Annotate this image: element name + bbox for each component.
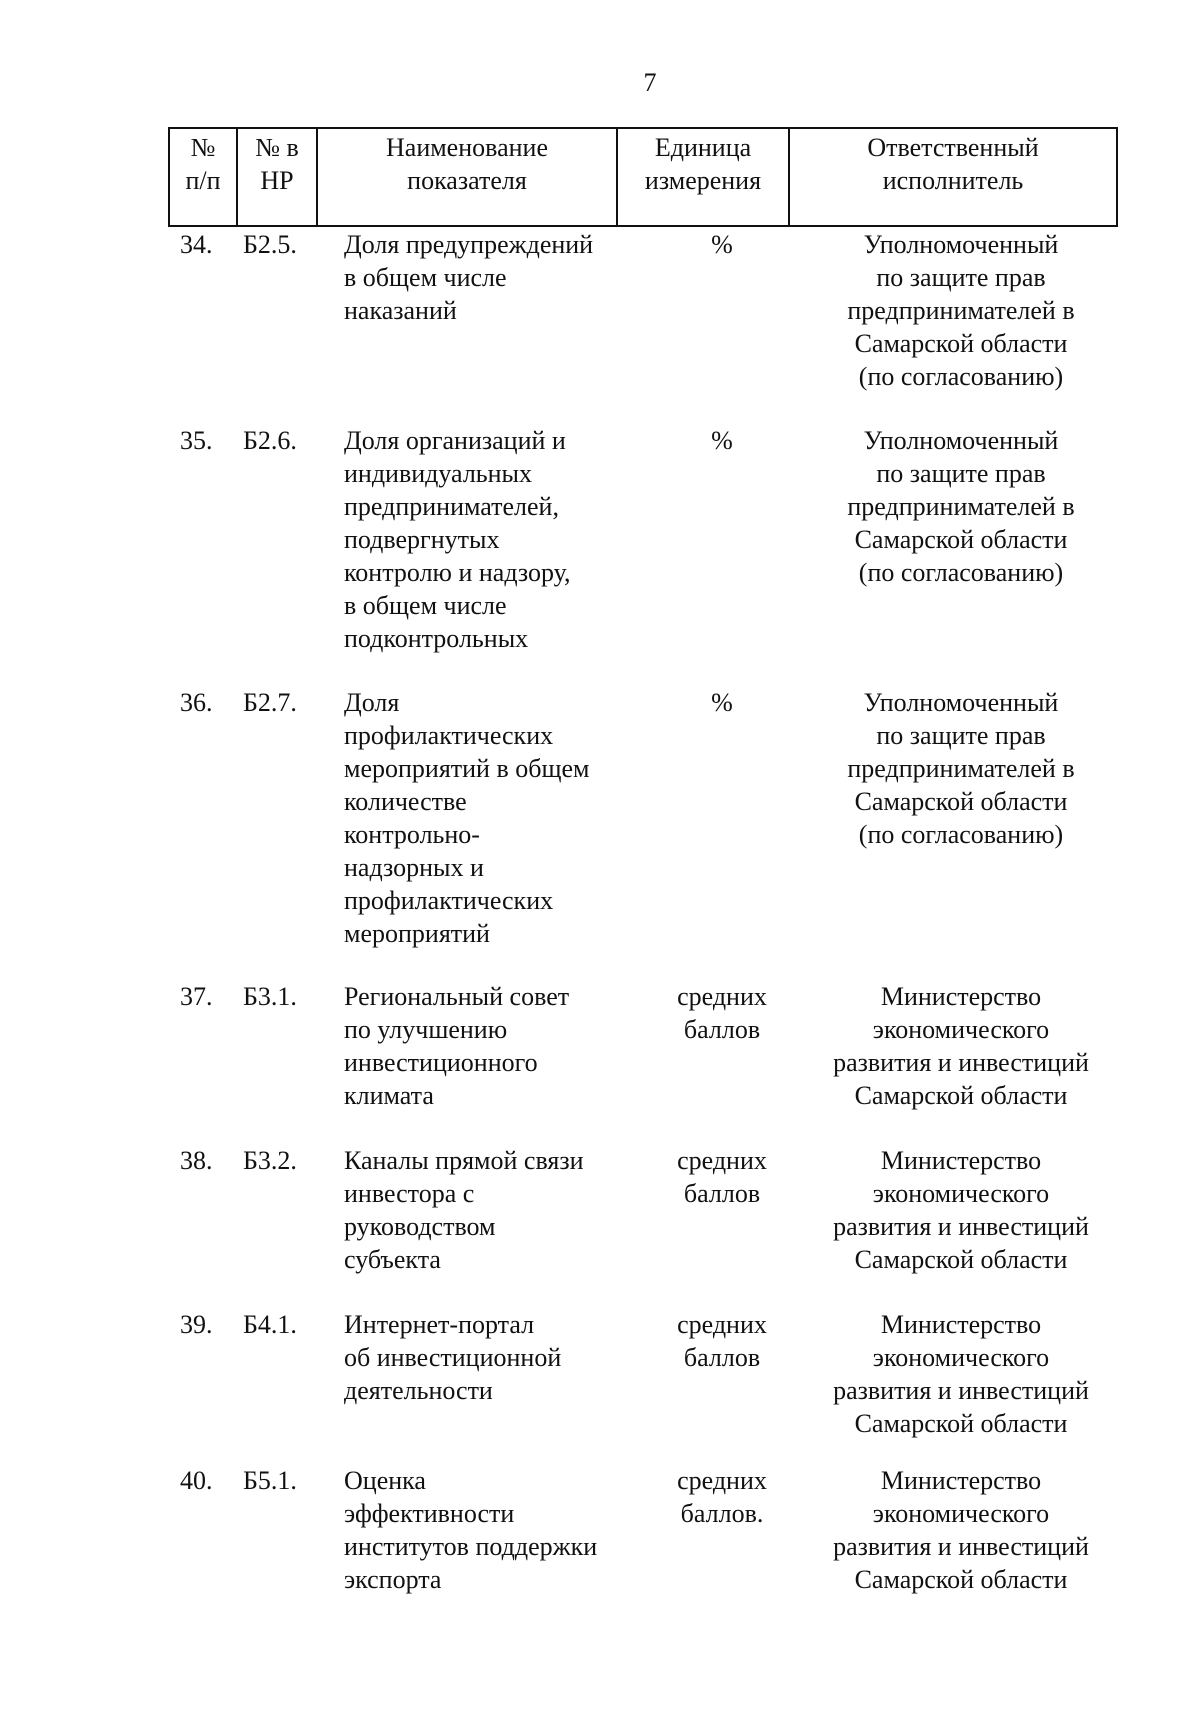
row-responsible-line: Уполномоченный [863, 688, 1059, 717]
row-number: 35. [180, 426, 213, 455]
row-code: Б4.1. [243, 1310, 297, 1339]
row-responsible [798, 228, 1124, 393]
row-unit-line: баллов [683, 1015, 761, 1044]
row-responsible-line: Министерство [880, 1466, 1042, 1495]
header-name-line-2: показателя [407, 166, 527, 195]
row-code: Б2.6. [243, 426, 297, 455]
row-responsible-line: предпринимателей в [847, 296, 1075, 325]
row-indicator-name-line: индивидуальных [344, 459, 533, 488]
row-indicator-name-line: профилактических [344, 886, 554, 915]
row-responsible-line: экономического [872, 1015, 1050, 1044]
table-header [168, 127, 1118, 227]
row-responsible-line: предпринимателей в [847, 492, 1075, 521]
header-number [170, 129, 238, 225]
row-unit-line: баллов [683, 1343, 761, 1372]
row-indicator-name-line: инвестора с [344, 1179, 475, 1208]
row-responsible-line: предпринимателей в [847, 754, 1075, 783]
row-indicator-name-line: Региональный совет [344, 982, 570, 1011]
row-indicator-name-line: экспорта [344, 1565, 442, 1594]
row-indicator-name-line: институтов поддержки [344, 1532, 598, 1561]
row-unit-line: средних [677, 982, 767, 1011]
row-number: 38. [180, 1146, 213, 1175]
row-indicator-name-line: мероприятий [344, 919, 490, 948]
row-responsible-line: Самарской области [854, 329, 1068, 358]
row-code: Б5.1. [243, 1466, 297, 1495]
row-unit-line: баллов. [680, 1499, 764, 1528]
row-indicator-name-line: наказаний [344, 296, 457, 325]
row-unit [636, 228, 808, 261]
row-indicator-name-line: надзорных и [344, 853, 484, 882]
row-responsible-line: Самарской области [854, 787, 1068, 816]
row-indicator-name [344, 228, 634, 327]
row-unit-line: % [711, 426, 733, 455]
row-responsible [798, 686, 1124, 851]
row-indicator-name-line: инвестиционного [344, 1048, 538, 1077]
row-indicator-name-line: подконтрольных [344, 624, 529, 653]
row-responsible-line: (по согласованию) [858, 558, 1064, 587]
row-responsible [798, 980, 1124, 1112]
row-unit [636, 980, 808, 1046]
row-responsible-line: развития и инвестиций [833, 1532, 1089, 1561]
header-number-line-2: п/п [185, 166, 221, 195]
row-code: Б3.2. [243, 1146, 297, 1175]
row-responsible [798, 424, 1124, 589]
row-responsible-line: Самарской области [854, 1565, 1068, 1594]
row-number: 36. [180, 688, 213, 717]
row-number: 37. [180, 982, 213, 1011]
row-indicator-name-line: подвергнутых [344, 525, 500, 554]
row-indicator-name-line: контрольно- [344, 820, 480, 849]
row-indicator-name-line: руководством [344, 1212, 496, 1241]
row-indicator-name [344, 686, 634, 950]
row-responsible-line: по защите прав [876, 459, 1046, 488]
row-responsible-line: Министерство [880, 982, 1042, 1011]
row-responsible-line: Самарской области [854, 1081, 1068, 1110]
row-responsible [798, 1308, 1124, 1440]
header-name-line-1: Наименование [386, 133, 548, 162]
row-unit-line: % [711, 688, 733, 717]
row-unit-line: средних [677, 1310, 767, 1339]
row-responsible-line: Самарской области [854, 525, 1068, 554]
row-indicator-name-line: Доля предупреждений [344, 230, 594, 259]
row-responsible-line: (по согласованию) [858, 820, 1064, 849]
header-code-line-1: № в [255, 133, 299, 162]
row-responsible [798, 1464, 1124, 1596]
header-unit [618, 129, 790, 225]
header-unit-line-2: измерения [644, 166, 762, 195]
header-code-line-2: НР [260, 166, 294, 195]
row-indicator-name-line: профилактических [344, 721, 554, 750]
header-number-line-1: № [190, 133, 216, 162]
row-indicator-name [344, 424, 634, 655]
row-indicator-name-line: Каналы прямой связи [344, 1146, 584, 1175]
row-number: 34. [180, 230, 213, 259]
row-unit [636, 686, 808, 719]
row-indicator-name-line: эффективности [344, 1499, 515, 1528]
row-responsible-line: Уполномоченный [863, 426, 1059, 455]
row-indicator-name-line: климата [344, 1081, 434, 1110]
row-code: Б2.5. [243, 230, 297, 259]
row-unit [636, 424, 808, 457]
header-code [238, 129, 318, 225]
row-indicator-name-line: по улучшению [344, 1015, 508, 1044]
row-indicator-name-line: Интернет-портал [344, 1310, 535, 1339]
row-responsible-line: по защите прав [876, 263, 1046, 292]
header-indicator-name [318, 129, 618, 225]
row-indicator-name [344, 980, 634, 1112]
row-number: 40. [180, 1466, 213, 1495]
row-indicator-name-line: в общем числе [344, 591, 507, 620]
header-unit-line-1: Единица [654, 133, 752, 162]
row-responsible-line: Самарской области [854, 1245, 1068, 1274]
row-unit-line: средних [677, 1146, 767, 1175]
row-indicator-name-line: предпринимателей, [344, 492, 559, 521]
row-responsible [798, 1144, 1124, 1276]
row-indicator-name-line: субъекта [344, 1245, 441, 1274]
row-unit-line: % [711, 230, 733, 259]
row-responsible-line: Самарской области [854, 1409, 1068, 1438]
row-number: 39. [180, 1310, 213, 1339]
row-indicator-name-line: деятельности [344, 1376, 493, 1405]
row-indicator-name-line: Доля организаций и [344, 426, 566, 455]
row-responsible-line: Уполномоченный [863, 230, 1059, 259]
row-responsible-line: по защите прав [876, 721, 1046, 750]
row-responsible-line: (по согласованию) [858, 362, 1064, 391]
row-responsible-line: экономического [872, 1179, 1050, 1208]
row-unit [636, 1144, 808, 1210]
row-responsible-line: экономического [872, 1343, 1050, 1372]
row-indicator-name [344, 1308, 634, 1407]
row-unit-line: средних [677, 1466, 767, 1495]
row-indicator-name-line: Оценка [344, 1466, 426, 1495]
row-indicator-name-line: количестве [344, 787, 467, 816]
row-unit [636, 1464, 808, 1530]
row-indicator-name-line: Доля [344, 688, 400, 717]
row-unit-line: баллов [683, 1179, 761, 1208]
row-code: Б3.1. [243, 982, 297, 1011]
row-indicator-name-line: в общем числе [344, 263, 507, 292]
row-indicator-name-line: об инвестиционной [344, 1343, 562, 1372]
row-indicator-name [344, 1464, 634, 1596]
row-indicator-name-line: мероприятий в общем [344, 754, 590, 783]
row-responsible-line: Министерство [880, 1146, 1042, 1175]
row-indicator-name-line: контролю и надзору, [344, 558, 571, 587]
row-responsible-line: развития и инвестиций [833, 1376, 1089, 1405]
row-unit [636, 1308, 808, 1374]
header-responsible-line-1: Ответственный [867, 133, 1039, 162]
page-number: 7 [643, 68, 657, 97]
row-responsible-line: экономического [872, 1499, 1050, 1528]
row-code: Б2.7. [243, 688, 297, 717]
row-responsible-line: развития и инвестиций [833, 1048, 1089, 1077]
header-responsible-line-2: исполнитель [882, 166, 1024, 195]
row-indicator-name [344, 1144, 634, 1276]
row-responsible-line: развития и инвестиций [833, 1212, 1089, 1241]
header-responsible [790, 129, 1116, 225]
row-responsible-line: Министерство [880, 1310, 1042, 1339]
